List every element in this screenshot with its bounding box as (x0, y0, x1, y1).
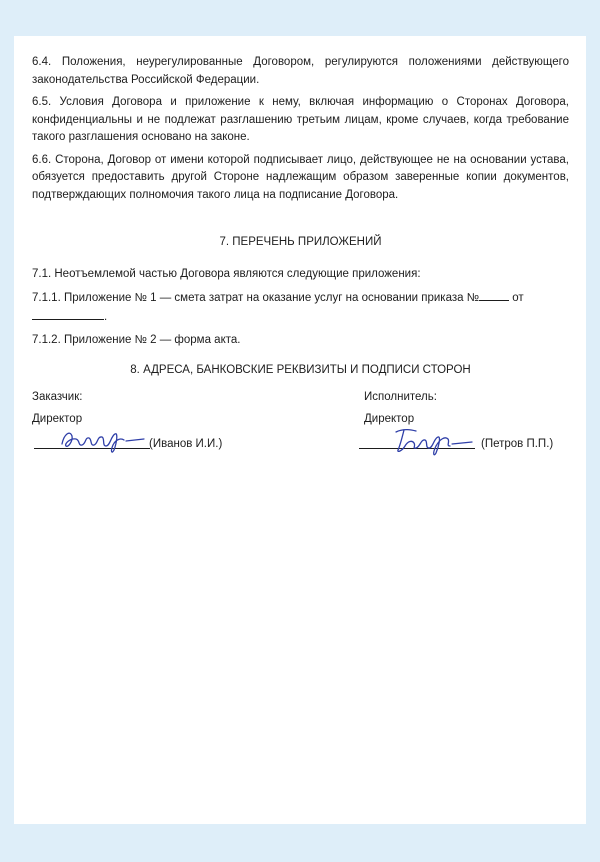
paragraph-6-6: 6.6. Сторона, Договор от имени которой подписывает лицо, действующее не на основании устава, обязуется предоставить другой Стороне надлежащим образом заверенные копии документов, подтверждающих полномочия такого лица на подписание Договора. (32, 153, 569, 201)
contractor-signature-row (364, 430, 554, 460)
contractor-role: Исполнитель: (364, 391, 437, 403)
customer-block (32, 389, 223, 460)
paragraph-6-5: 6.5. Условия Договора и приложение к нему, включая информацию о Сторонах Договора, конфиденциальны и не подлежат разглашению третьим лицам, кроме случаев, когда требование такого разглашения основано на законе. (32, 96, 569, 143)
document-content (32, 54, 569, 479)
signatures-block (32, 389, 569, 479)
item-7-1: 7.1. Неотъемлемой частью Договора являются следующие приложения: (32, 267, 421, 280)
order-date-blank (32, 308, 104, 320)
item-7-1-1-date-label: от (512, 292, 524, 304)
customer-position: Директор (32, 412, 83, 425)
item-7-1-2: 7.1.2. Приложение № 2 — форма акта. (32, 334, 241, 346)
customer-role: Заказчик: (32, 391, 83, 403)
item-7-1-1 (32, 289, 569, 326)
item-7-1-1-text: 7.1.1. Приложение № 1 — смета затрат на оказание услуг на основании приказа № (32, 292, 480, 304)
customer-name: (Иванов И.И.) (149, 438, 223, 450)
contractor-position: Директор (364, 412, 415, 425)
contractor-block (364, 389, 554, 460)
customer-signature-image (58, 424, 153, 456)
order-number-blank (479, 289, 509, 301)
contractor-signature-image (390, 424, 485, 458)
section-7-title: 7. ПЕРЕЧЕНЬ ПРИЛОЖЕНИЙ (219, 236, 382, 248)
paragraph-6-4: 6.4. Положения, неурегулированные Договором, регулируются положениями действующего законодательства Российской Федерации. (32, 56, 569, 86)
item-7-1-1-period: . (104, 310, 108, 323)
customer-signature-row (32, 430, 223, 460)
contractor-name: (Петров П.П.) (481, 438, 554, 450)
document-page (14, 36, 586, 824)
section-8-title: 8. АДРЕСА, БАНКОВСКИЕ РЕКВИЗИТЫ И ПОДПИСИ СТОРОН (130, 363, 471, 376)
